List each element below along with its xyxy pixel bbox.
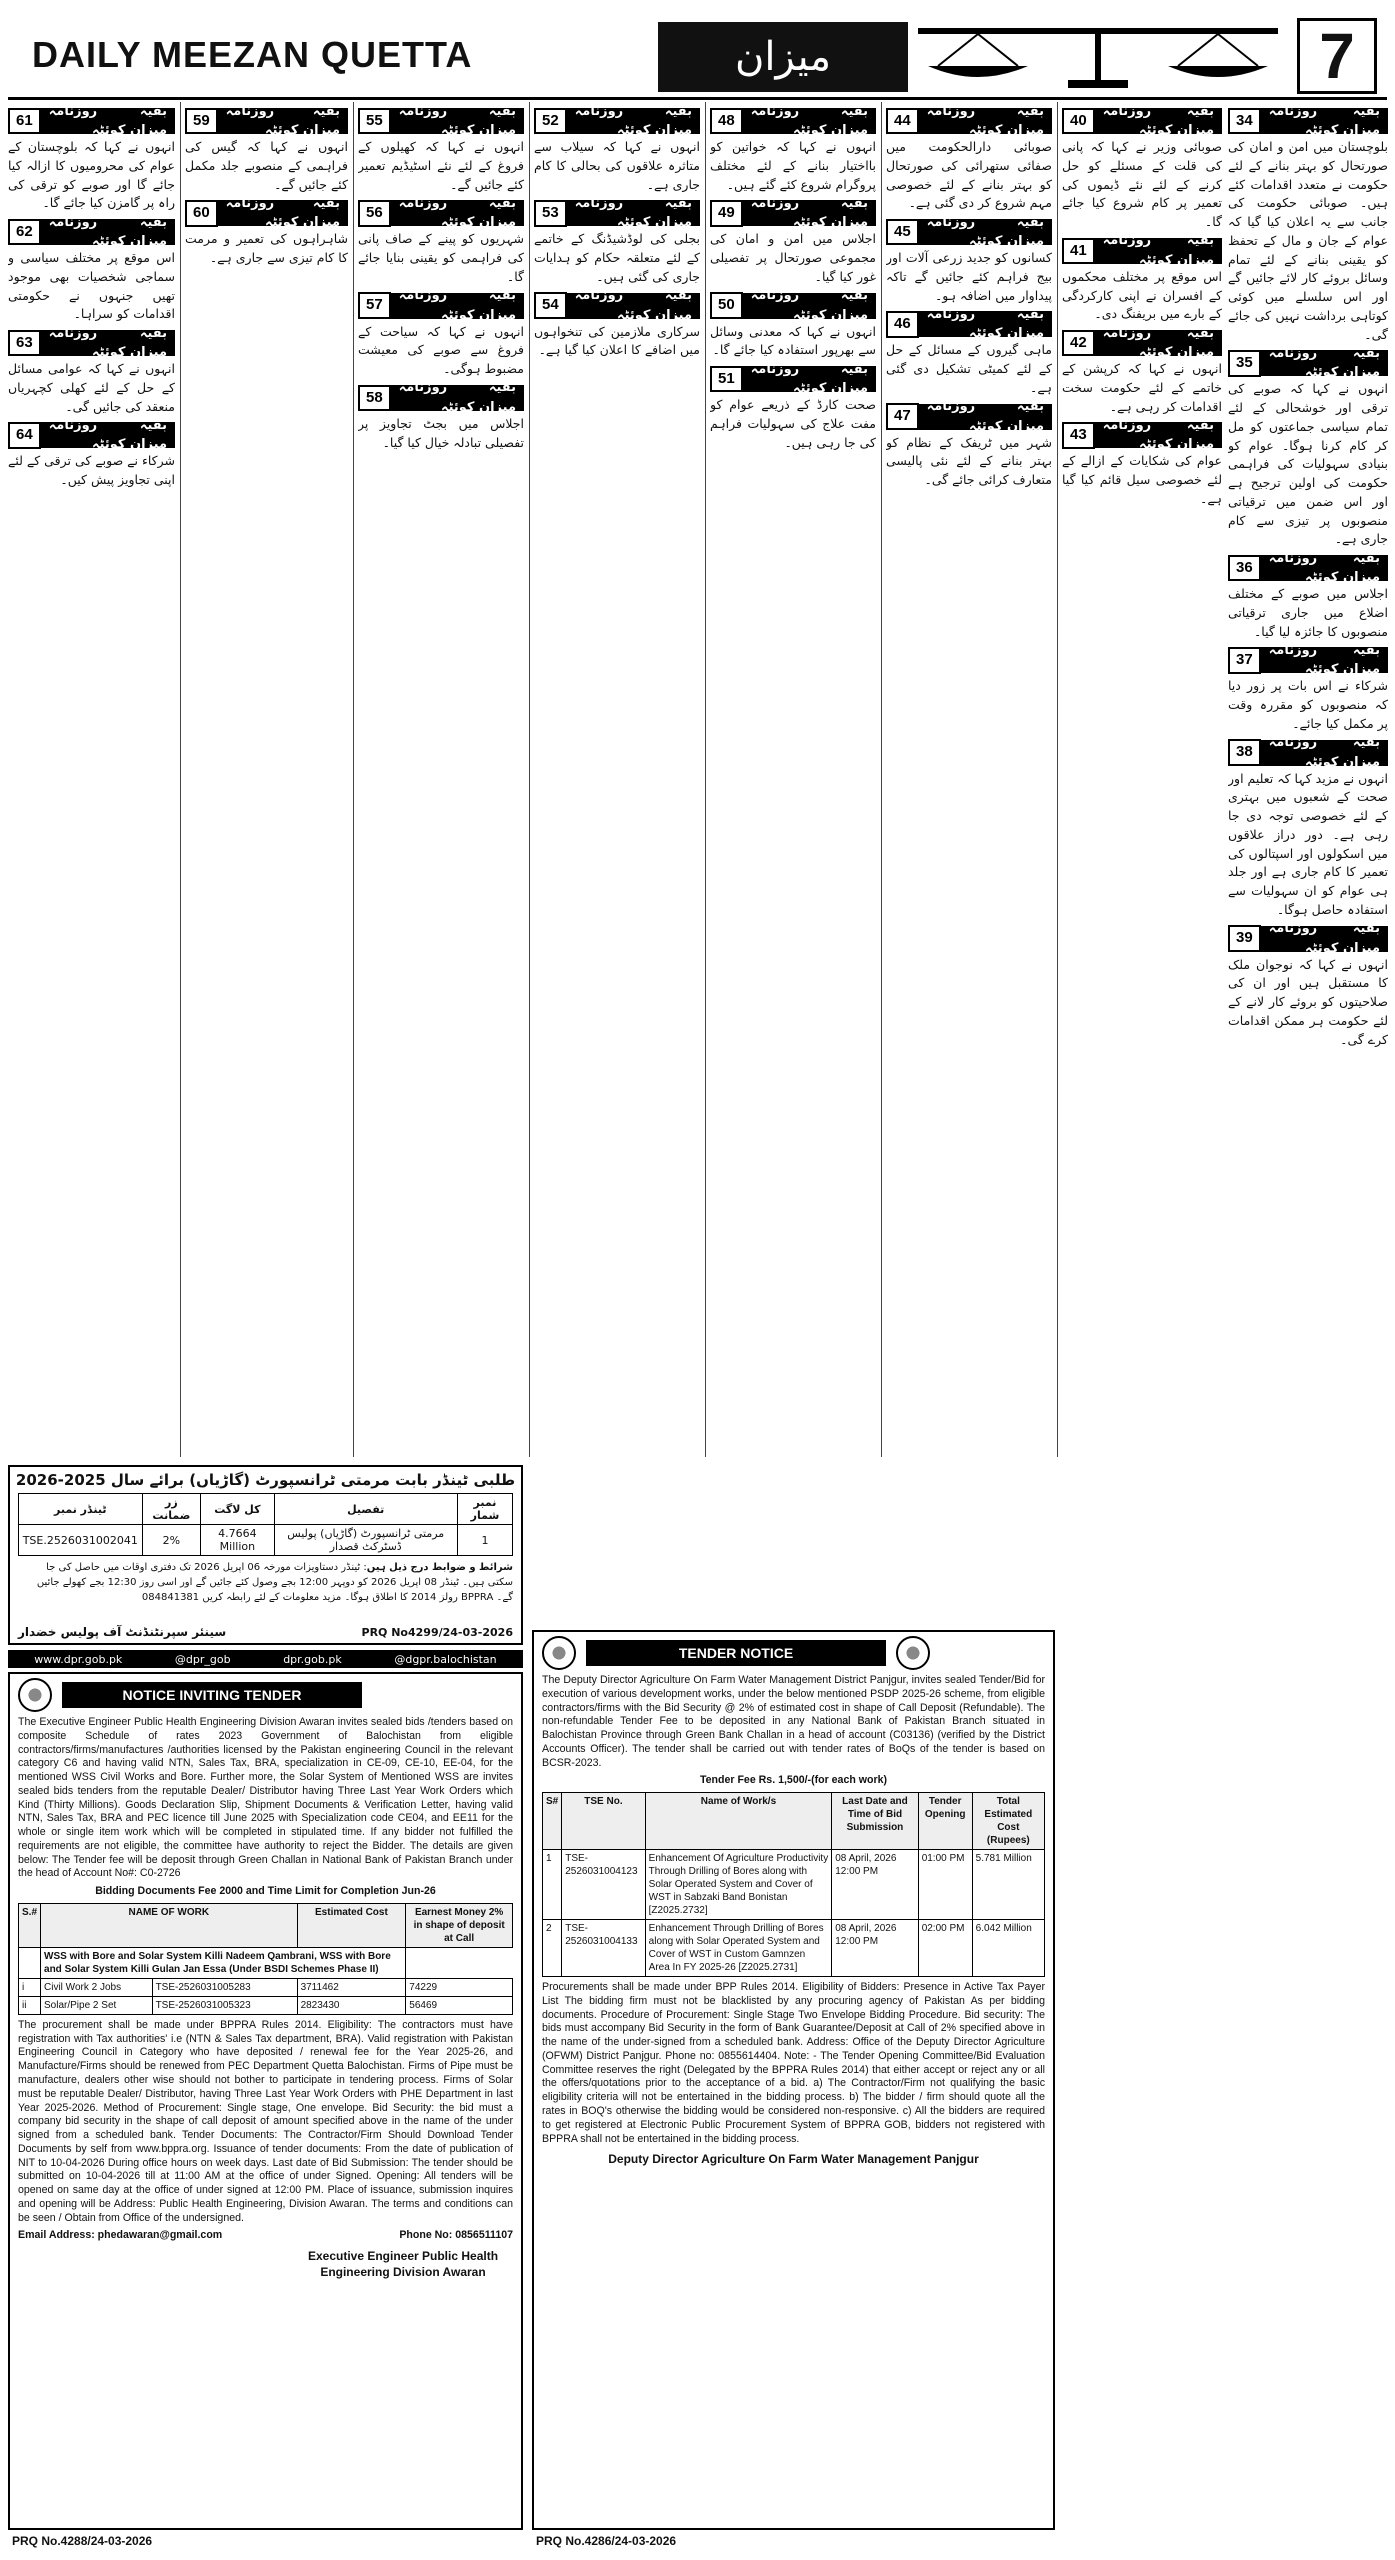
column-divider bbox=[353, 102, 354, 1457]
continuation-label: بقیہ روزنامہ میزان کوئٹہ bbox=[398, 380, 516, 415]
article-text: اجلاس میں امن و امان کی مجموعی صورتحال پر تفصیلی غور کیا گیا۔ bbox=[710, 231, 876, 284]
continuation-label: بقیہ روزنامہ میزان کوئٹہ bbox=[926, 306, 1044, 342]
table-header: S# bbox=[543, 1793, 562, 1850]
table-header: Earnest Money 2% in shape of deposit at Call bbox=[406, 1903, 513, 1947]
continuation-label: بقیہ روزنامہ میزان کوئٹہ bbox=[1268, 735, 1380, 770]
continuation-number: 56 bbox=[358, 200, 391, 227]
table-cell: 5.781 Million bbox=[972, 1850, 1044, 1920]
table-header: Total Estimated Cost (Rupees) bbox=[972, 1793, 1044, 1850]
dpr-website: www.dpr.gob.pk bbox=[34, 1652, 123, 1666]
notice-inviting-tender bbox=[8, 1672, 523, 2530]
article-text: انہوں نے کہا کہ نوجوان ملک کا مستقبل ہیں اور ان کی صلاحیتوں کو بروئے کار لانے کے لئے حکومت ہر ممکن اقدامات کرے گی۔ bbox=[1228, 956, 1388, 1047]
continuation-label: بقیہ روزنامہ میزان کوئٹہ bbox=[48, 417, 167, 453]
continuation-number: 62 bbox=[8, 219, 41, 246]
continuation-label: بقیہ روزنامہ میزان کوئٹہ bbox=[1268, 345, 1380, 381]
article-text: انہوں نے کہا کہ کھیلوں کے فروغ کے لئے نئے اسٹیڈیم تعمیر کئے جائیں گے۔ bbox=[358, 139, 524, 192]
continuation-number: 55 bbox=[358, 108, 391, 135]
continuation-number: 50 bbox=[710, 292, 743, 319]
continuation-number: 58 bbox=[358, 385, 391, 412]
continuation-label: بقیہ روزنامہ میزان کوئٹہ bbox=[1268, 642, 1380, 678]
scales-of-justice-icon bbox=[918, 22, 1278, 92]
article-text: انہوں نے کہا کہ گیس کی فراہمی کے منصوبے جلد مکمل کئے جائیں گے۔ bbox=[185, 139, 348, 192]
table-header: Tender Opening bbox=[918, 1793, 972, 1850]
dpr-facebook: dpr.gob.pk bbox=[283, 1652, 342, 1666]
table-header: Estimated Cost bbox=[297, 1903, 406, 1947]
table-cell: 6.042 Million bbox=[972, 1920, 1044, 1977]
continuation-number: 63 bbox=[8, 330, 41, 357]
article-text: انہوں نے کہا کہ صوبے کی ترقی اور خوشحالی کے لئے تمام سیاسی جماعتوں کو مل کر کام کرنا ہوگا۔ عوام کو بنیادی سہولیات کی فراہمی حکومت کی اولین ترجیح ہے اور اس ضمن میں ترقیاتی منصوبوں پر تیزی سے کام جاری ہے۔ bbox=[1228, 381, 1388, 547]
table-header: کل لاگت bbox=[200, 1494, 274, 1525]
continuation-number: 49 bbox=[710, 200, 743, 227]
table-cell: TSE-2526031004123 bbox=[562, 1850, 645, 1920]
article-text: شہریوں کو پینے کے صاف پانی کی فراہمی کو یقینی بنایا جائے گا۔ bbox=[358, 231, 524, 284]
table-cell: 1 bbox=[457, 1525, 513, 1556]
continuation-header bbox=[1228, 550, 1388, 585]
continuation-label: بقیہ روزنامہ میزان کوئٹہ bbox=[750, 103, 868, 138]
continuation-label: بقیہ روزنامہ میزان کوئٹہ bbox=[398, 103, 516, 138]
article-text: اس موقع پر مختلف محکموں کے افسران نے اپنی کارکردگی کے بارے میں بریفنگ دی۔ bbox=[1062, 268, 1222, 322]
continuation-header bbox=[185, 103, 348, 138]
continuation-header bbox=[1062, 417, 1222, 453]
page-number: 7 bbox=[1297, 18, 1377, 94]
continuation-label: بقیہ روزنامہ میزان کوئٹہ bbox=[574, 103, 692, 138]
article-text: بجلی کی لوڈشیڈنگ کے خاتمے کے لئے متعلقہ حکام کو ہدایات جاری کی گئی ہیں۔ bbox=[534, 231, 700, 284]
continuation-header bbox=[358, 103, 524, 138]
column-divider bbox=[180, 102, 181, 1457]
continuation-header bbox=[534, 288, 700, 323]
table-header: ٹینڈر نمبر bbox=[18, 1494, 142, 1525]
continuation-header bbox=[1062, 233, 1222, 268]
continuation-number: 43 bbox=[1062, 422, 1095, 449]
news-column bbox=[534, 102, 700, 1462]
continuation-header bbox=[710, 103, 876, 138]
news-column bbox=[8, 102, 175, 1457]
table-header: NAME OF WORK bbox=[41, 1903, 298, 1947]
continuation-number: 48 bbox=[710, 108, 743, 135]
notice-left-prq: PRQ No.4288/24-03-2026 bbox=[12, 2534, 153, 2548]
continuation-header bbox=[8, 417, 175, 453]
news-column bbox=[1228, 102, 1388, 2502]
notice-right-table bbox=[542, 1792, 1045, 1977]
article-text: انہوں نے مزید کہا کہ تعلیم اور صحت کے شعبوں میں بہتری کے لئے خصوصی توجہ دی جا رہی ہے۔ دور دراز علاقوں میں اسکولوں اور اسپتالوں کی تعمیر کا کام جاری ہے اور جلد ہی عوام کو ان سہولیات سے استفادہ حاصل ہوگا۔ bbox=[1228, 770, 1388, 917]
continuation-number: 52 bbox=[534, 108, 567, 135]
table-row bbox=[19, 1978, 513, 1996]
notice-left-table bbox=[18, 1903, 513, 2015]
continuation-label: بقیہ روزنامہ میزان کوئٹہ bbox=[1102, 233, 1214, 268]
table-header: S.# bbox=[19, 1903, 41, 1947]
table-cell: i bbox=[19, 1978, 41, 1996]
table-cell: 2823430 bbox=[297, 1996, 406, 2014]
table-row bbox=[543, 1850, 1045, 1920]
table-cell: ii bbox=[19, 1996, 41, 2014]
continuation-label: بقیہ روزنامہ میزان کوئٹہ bbox=[1268, 921, 1380, 956]
table-cell: Enhancement Through Drilling of Bores along with Solar Operated System and Cover of WST in Custom Gamnzen Area In FY 2025-26 [Z2025.2731] bbox=[645, 1920, 832, 1977]
continuation-header bbox=[710, 195, 876, 231]
continuation-header bbox=[886, 306, 1052, 342]
table-cell: 08 April, 2026 12:00 PM bbox=[832, 1920, 918, 1977]
continuation-label: بقیہ روزنامہ میزان کوئٹہ bbox=[48, 103, 167, 138]
column-divider bbox=[881, 102, 882, 1457]
continuation-header bbox=[1228, 921, 1388, 956]
continuation-number: 46 bbox=[886, 311, 919, 338]
notice-right-prq: PRQ No.4286/24-03-2026 bbox=[536, 2534, 677, 2548]
column-divider bbox=[705, 102, 706, 1457]
article-text: انہوں نے کہا کہ کرپشن کے خاتمے کے لئے حکومت سخت اقدامات کر رہی ہے۔ bbox=[1062, 361, 1222, 414]
article-text: صوبائی وزیر نے کہا کہ پانی کی قلت کے مسئلے کو حل کرنے کے لئے نئے ڈیموں کی تعمیر پر کام شروع کیا جائے گا۔ bbox=[1062, 139, 1222, 229]
continuation-header bbox=[358, 380, 524, 415]
table-header: تفصیل bbox=[274, 1494, 457, 1525]
table-cell: TSE-2526031005283 bbox=[152, 1978, 297, 1996]
article-text: شرکاء نے اس بات پر زور دیا کہ منصوبوں کو مقررہ وقت پر مکمل کیا جائے۔ bbox=[1228, 678, 1388, 731]
news-column bbox=[185, 102, 348, 1457]
dpr-instagram: @dgpr.balochistan bbox=[394, 1652, 497, 1666]
article-text: شرکاء نے صوبے کی ترقی کے لئے اپنی تجاویز پیش کیں۔ bbox=[8, 453, 175, 487]
table-cell: 1 bbox=[543, 1850, 562, 1920]
table-header: نمبر شمار bbox=[457, 1494, 513, 1525]
notice-body: The procurement shall be made under BPPRA Rules 2014. Eligibility: The contractors must have registration with Tax authorities' i.e (NTN & Sales Tax department, BRA). Valid registration with Pakistan Engineering Council in Category who have deposited / renewal fee for the Year 2025-26, and Manufacture/Firms should be renewed from PEC Department Quetta Balochistan. Firms of Pipe must be manufacture, dealers other wise should not bother to participate in tendering process. Firms of Solar must be reputable Dealer/ Distributor, having Three Last Year Work Orders with PHE Department in last Year 2025-2026. Method of Procurement: Single stage, One envelope. Bid Security: the bid must a company bid security in the shape of call deposit of amount specified above in the name of the under signed from a scheduled bank. Tender Documents: The Contractor/Firm Should Download Tender Documents by self from www.bppra.org. Issuance of tender documents: From the date of publication of NIT to 10-04-2026 During office hours on week days. Last date of Bid Submission: The tender should be submitted on 10-04-2026 till at 11:00 AM at the office of under Signed. Opening: All tenders will be opened on same day at the office of under signed at 12:00 PM. Place of issuance, submission inquires and opening will be Address: Public Health Engineering, Division Awaran. The terms and conditions can be seen / Obtain from Office of the undersigned. bbox=[18, 2018, 513, 2224]
continuation-header bbox=[8, 325, 175, 360]
continuation-header bbox=[886, 399, 1052, 434]
balochistan-emblem-icon bbox=[896, 1636, 930, 1670]
article-text: انہوں نے کہا کہ معدنی وسائل سے بھرپور استفادہ کیا جائے گا۔ bbox=[710, 323, 876, 358]
urdu-rules-title: شرائط و ضوابط درج ذیل ہیں bbox=[366, 1562, 513, 1573]
tender-fee: Tender Fee Rs. 1,500/-(for each work) bbox=[699, 1774, 888, 1787]
article-text: صحت کارڈ کے ذریعے عوام کو مفت علاج کی سہولیات فراہم کی جا رہی ہیں۔ bbox=[710, 397, 876, 450]
continuation-number: 41 bbox=[1062, 238, 1095, 265]
article-text: انہوں نے کہا کہ عوامی مسائل کے حل کے لئے کھلی کچہریاں منعقد کی جائیں گی۔ bbox=[8, 361, 175, 414]
urdu-tender-prq: PRQ No4299/24-03-2026 bbox=[361, 1626, 513, 1639]
article-text: کسانوں کو جدید زرعی آلات اور بیج فراہم کئے جائیں گے تاکہ پیداوار میں اضافہ ہو۔ bbox=[886, 250, 1052, 303]
notice-title: NOTICE INVITING TENDER bbox=[62, 1682, 362, 1708]
table-cell: 56469 bbox=[406, 1996, 513, 2014]
continuation-label: بقیہ روزنامہ میزان کوئٹہ bbox=[926, 103, 1044, 138]
continuation-label: بقیہ روزنامہ میزان کوئٹہ bbox=[1268, 550, 1380, 585]
article-text: اس موقع پر مختلف سیاسی و سماجی شخصیات بھی موجود تھیں جنہوں نے حکومتی اقدامات کو سراہا۔ bbox=[8, 250, 175, 322]
article-text: شہر میں ٹریفک کے نظام کو بہتر بنانے کے لئے نئی پالیسی متعارف کرائی جائے گی۔ bbox=[886, 434, 1052, 487]
article-text: شاہراہوں کی تعمیر و مرمت کا کام تیزی سے جاری ہے۔ bbox=[185, 231, 348, 265]
balochistan-emblem-icon bbox=[18, 1678, 52, 1712]
table-cell: 08 April, 2026 12:00 PM bbox=[832, 1850, 918, 1920]
newspaper-logo: میزان bbox=[658, 22, 908, 92]
masthead bbox=[8, 12, 1387, 100]
continuation-number: 34 bbox=[1228, 108, 1261, 135]
urdu-tender-notice bbox=[8, 1465, 523, 1645]
continuation-header bbox=[1228, 735, 1388, 770]
table-cell: Civil Work 2 Jobs bbox=[41, 1978, 153, 1996]
article-text: انہوں نے کہا کہ سیاحت کے فروغ سے صوبے کی معیشت مضبوط ہوگی۔ bbox=[358, 323, 524, 376]
continuation-number: 35 bbox=[1228, 350, 1261, 377]
dpr-social-bar bbox=[8, 1650, 523, 1668]
notice-intro: The Executive Engineer Public Health Engineering Division Awaran invites sealed bids /tenders based on composite Schedule of rates 2023 Government of Balochistan from eligible contractors/firms/manufactures /authorities licensed by the Pakistan engineering Council in the relevant category C6 and having valid NTN, Sales Tax, BRA, specialization in CE-09, CE-10, EE-04, for the mentioned WSS Civil Works and Bore. Further more, the Solar System of Mentioned WSS are invites sealed bids tenders from the reputable Dealer/ Distributor having Three Last Year Work Orders which Kind (Thirty Millions). Goods Declaration Slip, Shipment Documents & Verification Letter, having valid NTN, Sales Tax, BRA and PEC licence till June 2025 with Specialization code CE04, and EE11 for the whole or single item work which will be completed in stipulated time. If any bidder not fulfilled the requirements are not eligible, the committee have authority to reject the Bidder. The details are given below: The Tender fee will be deposit through Green Challan in National Bank of Pakistan Branch under the head of Account No#: C0-2726 bbox=[18, 1716, 513, 1880]
urdu-tender-signature: سینئر سپرنٹنڈنٹ آف پولیس خضدار bbox=[18, 1625, 227, 1639]
continuation-label: بقیہ روزنامہ میزان کوئٹہ bbox=[750, 288, 868, 323]
continuation-header bbox=[886, 214, 1052, 249]
table-header: زر ضمانت bbox=[142, 1494, 200, 1525]
continuation-label: بقیہ روزنامہ میزان کوئٹہ bbox=[1268, 103, 1380, 138]
table-cell: 4.7664 Million bbox=[200, 1525, 274, 1556]
table-cell: 2 bbox=[543, 1920, 562, 1977]
tender-notice-intro: The Deputy Director Agriculture On Farm Water Management District Panjgur, invites sealed Tender/Bid for execution of various development works, under the below mentioned PSDP 2025-26 scheme, from eligible contractors/firms with the Bid Security @ 2% of estimated cost in shape of Call Deposit (Refundable). The non-refundable Tender Fee to be deposited in any National Bank of Pakistan Branch situated in Balochistan Province through Green Bank Challan in a head of account (C03136) (verified by the District Accounts Officer). The tender shall be carried out with tender rates of BoQs of the tender is based on BCSR-2023. bbox=[542, 1674, 1045, 1769]
balochistan-emblem-icon bbox=[542, 1636, 576, 1670]
article-text: انہوں نے کہا کہ بلوچستان کے عوام کی محرومیوں کا ازالہ کیا جائے گا اور صوبے کو ترقی کی راہ پر گامزن کیا جائے گا۔ bbox=[8, 139, 175, 211]
continuation-number: 44 bbox=[886, 108, 919, 135]
notice-phone: Phone No: 0856511107 bbox=[399, 2229, 513, 2242]
news-column bbox=[710, 102, 876, 1162]
table-cell: 01:00 PM bbox=[918, 1850, 972, 1920]
continuation-header bbox=[358, 195, 524, 231]
continuation-header bbox=[8, 214, 175, 249]
continuation-label: بقیہ روزنامہ میزان کوئٹہ bbox=[48, 325, 167, 360]
article-text: اجلاس میں بجٹ تجاویز پر تفصیلی تبادلہ خیال کیا گیا۔ bbox=[358, 415, 524, 450]
tender-notice bbox=[532, 1630, 1055, 2530]
continuation-number: 45 bbox=[886, 219, 919, 246]
table-header: Last Date and Time of Bid Submission bbox=[832, 1793, 918, 1850]
tender-notice-title: TENDER NOTICE bbox=[586, 1640, 886, 1666]
continuation-number: 54 bbox=[534, 292, 567, 319]
continuation-label: بقیہ روزنامہ میزان کوئٹہ bbox=[1102, 325, 1214, 360]
table-row bbox=[543, 1920, 1045, 1977]
continuation-header bbox=[8, 103, 175, 138]
table-cell: Solar/Pipe 2 Set bbox=[41, 1996, 153, 2014]
newspaper-title: DAILY MEEZAN QUETTA bbox=[32, 34, 473, 75]
table-cell: TSE-2526031004133 bbox=[562, 1920, 645, 1977]
continuation-header bbox=[710, 288, 876, 323]
continuation-label: بقیہ روزنامہ میزان کوئٹہ bbox=[574, 195, 692, 231]
article-text: سرکاری ملازمین کی تنخواہوں میں اضافے کا اعلان کیا گیا ہے۔ bbox=[534, 323, 700, 358]
continuation-label: بقیہ روزنامہ میزان کوئٹہ bbox=[574, 288, 692, 323]
continuation-number: 39 bbox=[1228, 925, 1261, 952]
tender-notice-signature: Deputy Director Agriculture On Farm Water Management Panjgur bbox=[608, 2152, 979, 2167]
table-cell: 74229 bbox=[406, 1978, 513, 1996]
continuation-header bbox=[185, 195, 348, 231]
article-text: بلوچستان میں امن و امان کی صورتحال کو بہتر بنانے کے لئے حکومت نے متعدد اقدامات کئے ہیں۔ صوبائی حکومت کی جانب سے یہ اعلان کیا گیا کہ عوام کے جان و مال کے تحفظ کو یقینی بنانے کے لئے تمام وسائل بروئے کار لائے جائیں گے اور اس سلسلے میں کوئی کوتاہی برداشت نہیں کی جائے گی۔ bbox=[1228, 139, 1388, 342]
continuation-header bbox=[1228, 103, 1388, 138]
continuation-header bbox=[534, 103, 700, 138]
table-cell: TSE-2526031005323 bbox=[152, 1996, 297, 2014]
continuation-number: 51 bbox=[710, 366, 743, 393]
urdu-tender-rules: شرائط و ضوابط درج ذیل ہیں: ٹینڈر دستاویزات مورخہ 06 اپریل 2026 تک دفتری اوقات میں حاصل کی جا سکتی ہیں۔ ٹینڈر 08 اپریل 2026 کو دوپہر 12:00 بجے وصول کئے جائیں گے اور اسی روز 12:30 بجے کھولے جائیں گے۔ BPPRA رولز 2014 کا اطلاق ہوگا۔ مزید معلومات کے لئے رابطہ کریں 084841381 bbox=[36, 1562, 513, 1603]
column-divider bbox=[529, 102, 530, 1457]
continuation-header bbox=[1228, 642, 1388, 678]
table-cell: 2% bbox=[142, 1525, 200, 1556]
urdu-rules-text: ٹینڈر دستاویزات مورخہ 06 اپریل 2026 تک دفتری اوقات میں حاصل کی جا سکتی ہیں۔ ٹینڈر 08 اپریل 2026 کو دوپہر 12:00 بجے وصول کئے جائیں گے اور اسی روز 12:30 بجے کھولے جائیں گے۔ BPPRA رولز 2014 کا اطلاق ہوگا۔ مزید معلومات کے لئے رابطہ کریں 084841381 bbox=[36, 1562, 513, 1603]
continuation-label: بقیہ روزنامہ میزان کوئٹہ bbox=[398, 195, 516, 231]
continuation-number: 47 bbox=[886, 403, 919, 430]
continuation-label: بقیہ روزنامہ میزان کوئٹہ bbox=[926, 214, 1044, 249]
notice-group-row: WSS with Bore and Solar System Killi Nadeem Qambrani, WSS with Bore and Solar System Killi Gulan Jan Essa (Under BSDI Schemes Phase II) bbox=[41, 1947, 406, 1978]
table-header: Name of Work/s bbox=[645, 1793, 832, 1850]
continuation-number: 57 bbox=[358, 292, 391, 319]
article-text: ماہی گیروں کے مسائل کے حل کے لئے کمیٹی تشکیل دی گئی ہے۔ bbox=[886, 342, 1052, 395]
continuation-header bbox=[1228, 345, 1388, 381]
news-column bbox=[358, 102, 524, 1462]
continuation-label: بقیہ روزنامہ میزان کوئٹہ bbox=[750, 195, 868, 231]
news-column bbox=[886, 102, 1052, 1462]
continuation-label: بقیہ روزنامہ میزان کوئٹہ bbox=[398, 288, 516, 323]
article-text: اجلاس میں صوبے کے مختلف اضلاع میں جاری ترقیاتی منصوبوں کا جائزہ لیا گیا۔ bbox=[1228, 586, 1388, 639]
continuation-label: بقیہ روزنامہ میزان کوئٹہ bbox=[750, 361, 868, 396]
continuation-label: بقیہ روزنامہ میزان کوئٹہ bbox=[225, 195, 340, 231]
notice-signature: Executive Engineer Public Health Engineering Division Awaran bbox=[307, 2249, 499, 2279]
dpr-twitter: @dpr_gob bbox=[174, 1652, 231, 1666]
notice-email: Email Address: phedawaran@gmail.com bbox=[18, 2229, 223, 2242]
continuation-label: بقیہ روزنامہ میزان کوئٹہ bbox=[48, 214, 167, 249]
continuation-number: 36 bbox=[1228, 555, 1261, 582]
continuation-label: بقیہ روزنامہ میزان کوئٹہ bbox=[1102, 103, 1214, 138]
continuation-number: 38 bbox=[1228, 739, 1261, 766]
article-text: صوبائی دارالحکومت میں صفائی ستھرائی کی صورتحال کو بہتر بنانے کے لئے خصوصی مہم شروع کر دی گئی ہے۔ bbox=[886, 139, 1052, 211]
table-row bbox=[19, 1996, 513, 2014]
continuation-number: 53 bbox=[534, 200, 567, 227]
table-cell: Enhancement Of Agriculture Productivity Through Drilling of Bores along with Solar Operated System and Cover of WST in Sabzaki Band Bonistan [Z2025.2732] bbox=[645, 1850, 832, 1920]
continuation-header bbox=[886, 103, 1052, 138]
continuation-label: بقیہ روزنامہ میزان کوئٹہ bbox=[926, 399, 1044, 434]
continuation-label: بقیہ روزنامہ میزان کوئٹہ bbox=[225, 103, 340, 138]
table-cell: 02:00 PM bbox=[918, 1920, 972, 1977]
table-cell: مرمتی ٹرانسپورٹ (گاڑیاں) پولیس ڈسٹرکٹ قصدار bbox=[274, 1525, 457, 1556]
continuation-number: 42 bbox=[1062, 330, 1095, 357]
urdu-tender-title: طلبی ٹینڈر بابت مرمتی ٹرانسپورٹ (گاڑیاں) برائے سال 2025-2026 bbox=[15, 1471, 516, 1489]
news-column bbox=[1062, 102, 1222, 2502]
continuation-header bbox=[358, 288, 524, 323]
article-text: انہوں نے کہا کہ سیلاب سے متاثرہ علاقوں کی بحالی کا کام جاری ہے۔ bbox=[534, 139, 700, 192]
notice-subtitle: Bidding Documents Fee 2000 and Time Limit for Completion Jun-26 bbox=[95, 1885, 436, 1898]
continuation-header bbox=[710, 361, 876, 396]
article-text: انہوں نے کہا کہ خواتین کو بااختیار بنانے کے لئے مختلف پروگرام شروع کئے گئے ہیں۔ bbox=[710, 139, 876, 192]
urdu-tender-table bbox=[18, 1493, 514, 1556]
continuation-header bbox=[534, 195, 700, 231]
continuation-number: 40 bbox=[1062, 108, 1095, 135]
continuation-header bbox=[1062, 325, 1222, 360]
continuation-number: 64 bbox=[8, 422, 41, 449]
continuation-header bbox=[1062, 103, 1222, 138]
column-divider bbox=[1057, 102, 1058, 1457]
continuation-number: 60 bbox=[185, 200, 218, 227]
table-cell: TSE.2526031002041 bbox=[18, 1525, 142, 1556]
table-cell: 3711462 bbox=[297, 1978, 406, 1996]
continuation-number: 61 bbox=[8, 108, 41, 135]
table-header: TSE No. bbox=[562, 1793, 645, 1850]
continuation-number: 37 bbox=[1228, 647, 1261, 674]
article-text: عوام کی شکایات کے ازالے کے لئے خصوصی سیل قائم کیا گیا ہے۔ bbox=[1062, 453, 1222, 506]
tender-notice-body: Procurements shall be made under BPP Rules 2014. Eligibility of Bidders: Presence in Active Tax Payer List The bidding firm must not be blacklisted by any procuring agency of Pakistan As per bidding documents. Procedure of Procurement: Single Stage Two Envelope Bidding Procedure. Bid security: The bids must accompany Bid Security in the form of Bank Guarantee/Deposit at Call of 2% specified above in the name of the under-signed from a scheduled bank. Address: Office of the Deputy Director Agriculture (OFWM) District Panjgur. Phone no: 0855614404. Note: - The Tender Opening Committee/Bid Evaluation Committee reserves the right (Delegated by the BPPRA Rules 2014) that either accept or reject any or all the offers/quotations prior to the acceptance of a bid. a) The Contractor/Firm not qualifying the basic eligibility criteria will not be entertained in the bidding process. b) The bidder / firm should quote all the rates in BOQ's otherwise the bidding would be considered non-responsive. c) All the bidders are required to get registered at Electronic Public Procurement System of BPPRA GOB, bidders not registered with BPPRA shall not be entertained in the bidding process. bbox=[542, 1981, 1045, 2145]
continuation-label: بقیہ روزنامہ میزان کوئٹہ bbox=[1102, 417, 1214, 453]
continuation-number: 59 bbox=[185, 108, 218, 135]
